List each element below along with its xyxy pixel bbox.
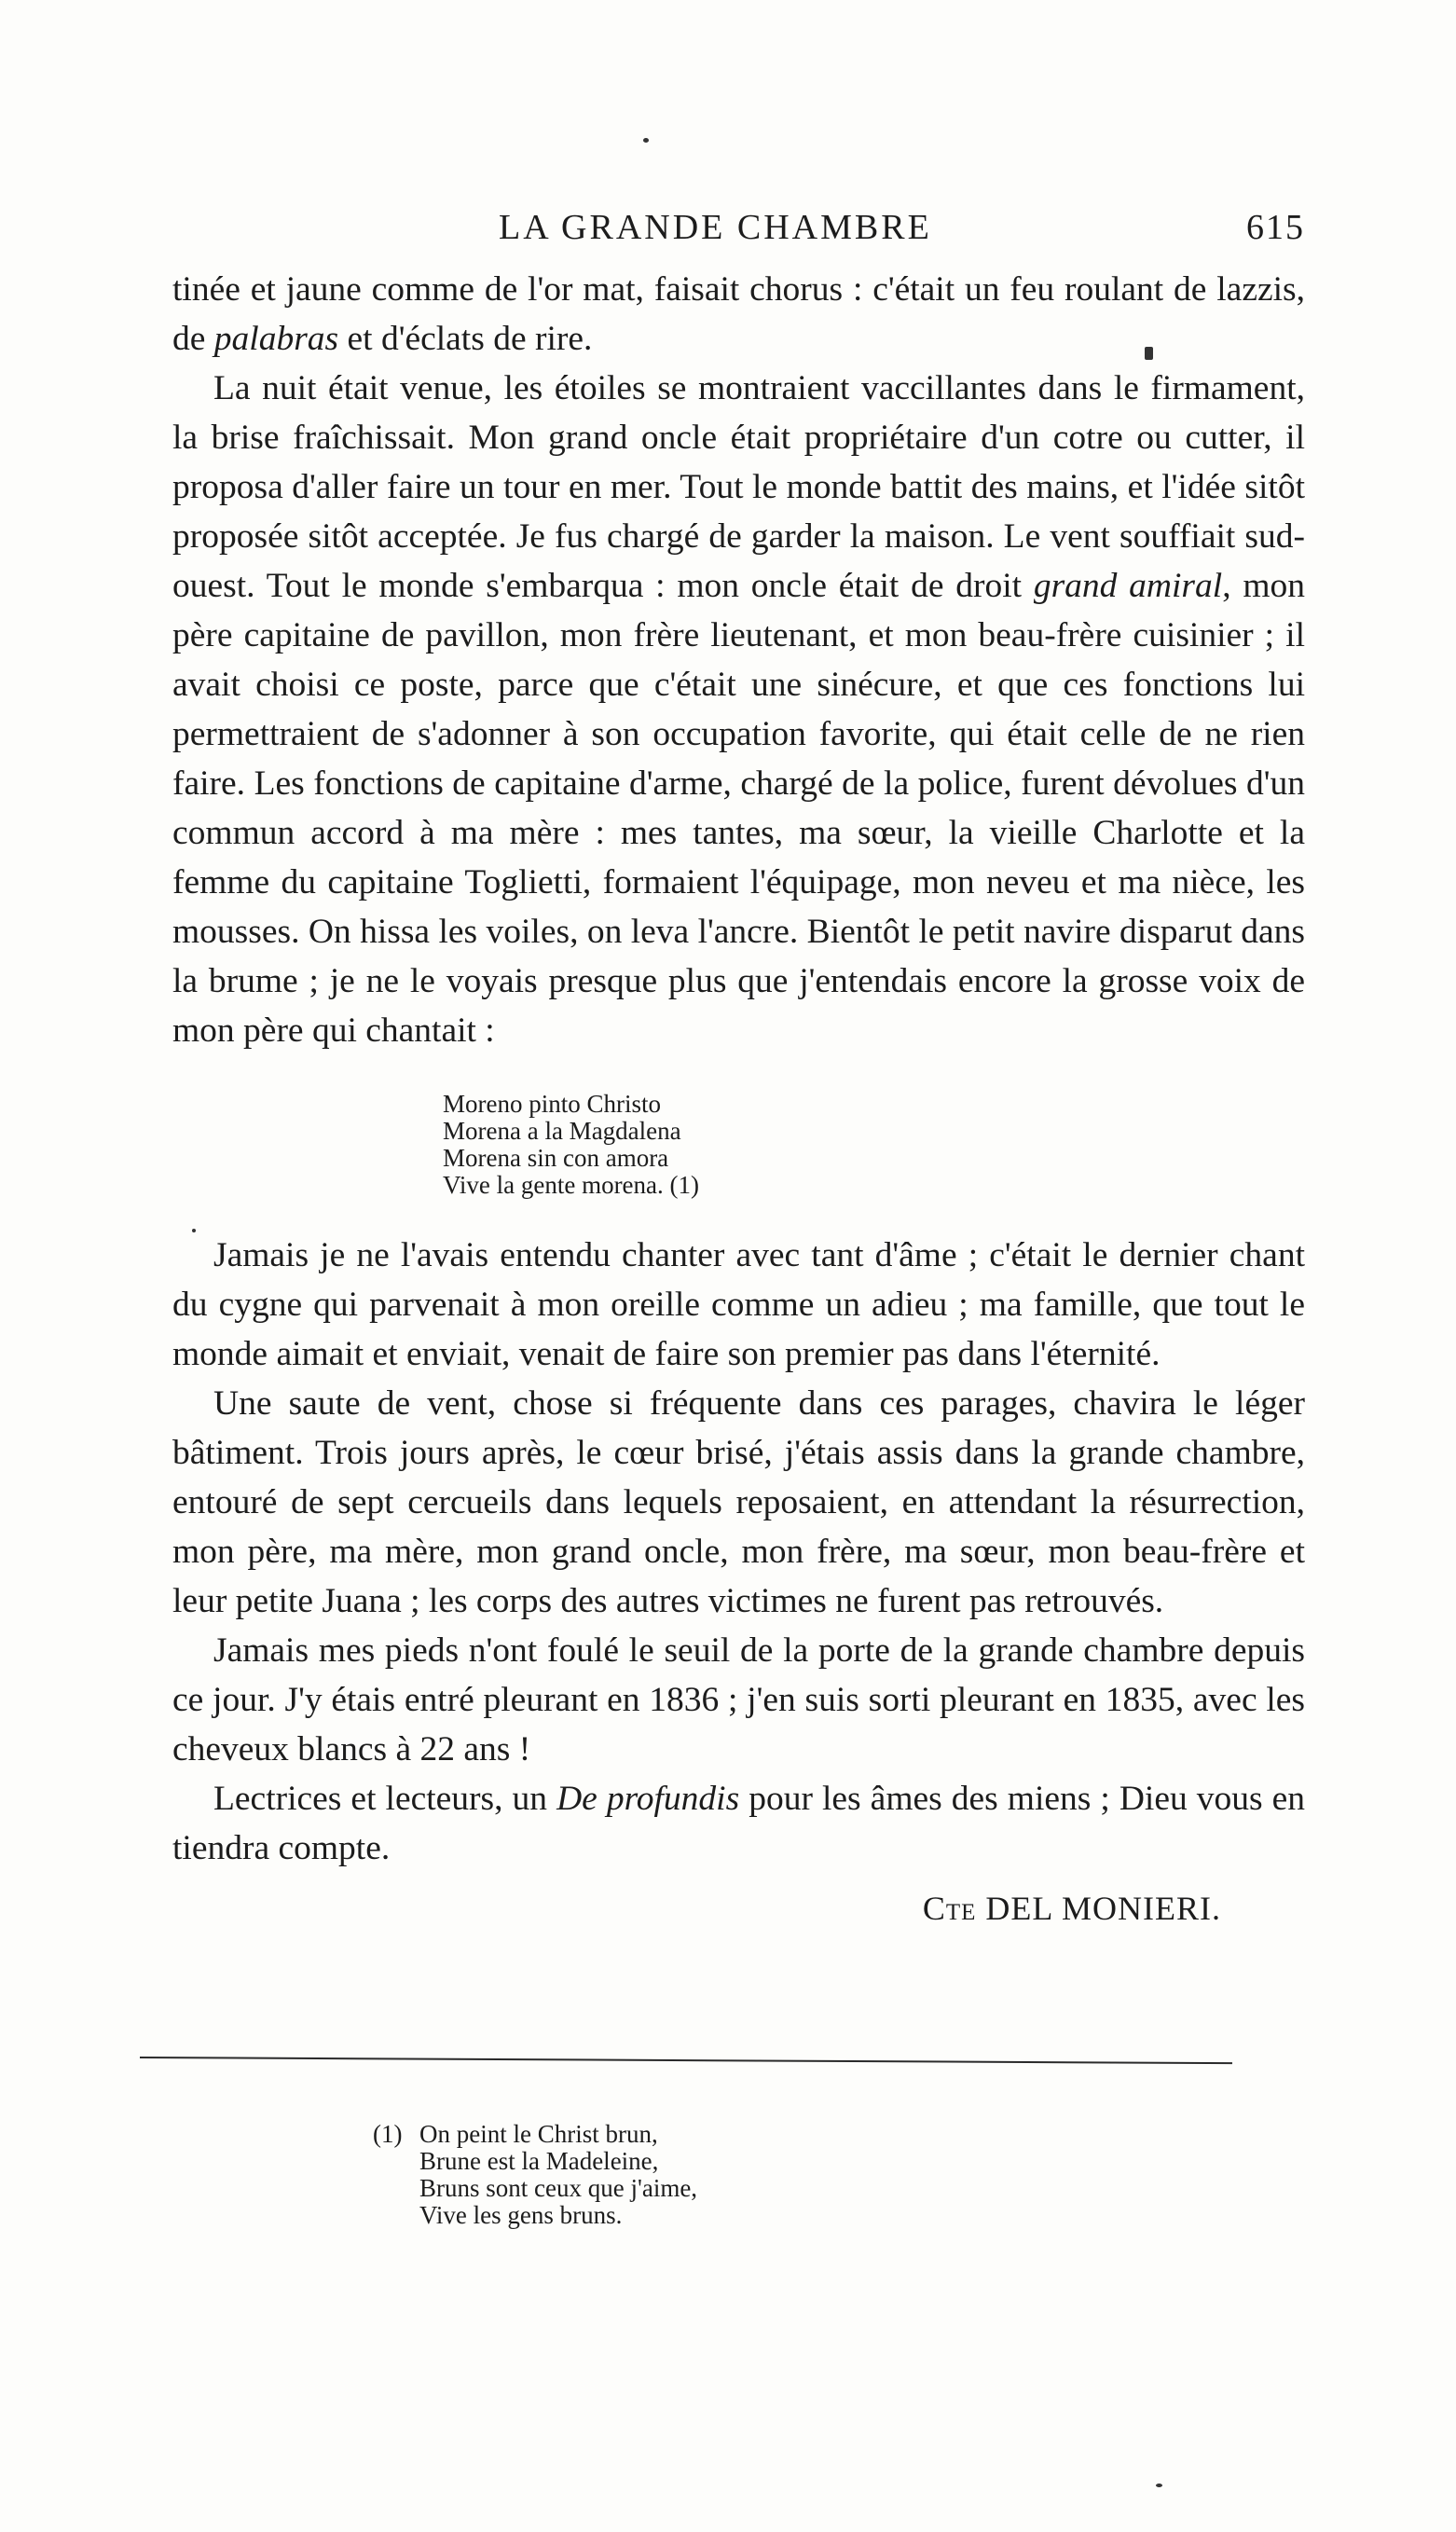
song-verse [443,1091,1305,1199]
page-number: 615 [1246,208,1305,247]
paragraph-6-tail: pour les âmes des miens ; Dieu vous en tiendra compte. [172,1780,1306,1867]
body-text [172,265,1305,1936]
scan-speck [1156,2484,1162,2487]
paragraph-5: Jamais mes pieds n'ont foulé le seuil de la porte de la grande chambre depuis ce jour. J'y étais entré pleurant en 1836 ; j'en suis sorti pleurant en 1835, avec les cheveux blancs à 22 ans ! [172,1631,1305,1768]
verse-line: Morena a la Magdalena [443,1117,681,1145]
footnote-line: On peint le Christ brun, [419,2120,658,2148]
footnote-line: Bruns sont ceux que j'aime, [419,2174,698,2202]
verse-line: Moreno pinto Christo [443,1090,661,1118]
author-signature: Cte DEL MONIERI. [922,1890,1221,1927]
paragraph-1-text: tinée et jaune comme de l'or mat, faisait chorus : c'était un feu roulant de lazzis, de [172,270,1305,358]
paragraph-6-text: Lectrices et lecteurs, un [213,1780,557,1818]
paragraph-4: Une saute de vent, chose si fréquente dans ces parages, chavira le léger bâtiment. Trois jours après, le cœur brisé, j'étais assis dans la grande chambre, entouré de sept cercueils dans lequels reposaient, en attendant la résurrection, mon père, ma mère, mon grand oncle, mon frère, ma sœur, mon beau-frère et leur petite Juana ; les corps des autres victimes ne furent pas retrouvés. [172,1384,1305,1620]
paragraph-1 [172,265,1305,364]
footnote-mark: (1) [373,2120,403,2148]
footnote-lines [419,2121,697,2229]
running-title: LA GRANDE CHAMBRE [499,208,932,247]
paragraph-6 [172,1774,1305,1873]
scan-speck [192,1229,196,1232]
verse-line: Vive la gente morena. (1) [443,1171,700,1199]
paragraph-3: Jamais je ne l'avais entendu chanter avec tant d'âme ; c'était le dernier chant du cygne qui parvenait à mon oreille comme un adieu ; ma famille, que tout le monde aimait et enviait, venait de faire son premier pas dans l'éternité. [172,1236,1305,1373]
paragraph-6-italic: De profundis [556,1780,740,1818]
paragraph-1-tail: et d'éclats de rire. [338,320,593,358]
paragraph-2-tail: , mon père capitaine de pavillon, mon frère lieutenant, et mon beau-frère cuisinier ; il avait choisi ce poste, parce que c'était une sinécure, et que ces fonctions lui permettraient de s'adonner à son occupation favorite, qui était celle de ne rien faire. Les fonctions de capitaine d'arme, chargé de la police, furent dévolues d'un commun accord à ma mère : mes tantes, ma sœur, la vieille Charlotte et la femme du capitaine Toglietti, formaient l'équipage, mon neveu et ma nièce, les mousses. On hissa les voiles, on leva l'ancre. Bientôt le petit navire disparut dans la brume ; je ne le voyais presque plus que j'entendais encore la grosse voix de mon père qui chantait : [172,567,1306,1050]
verse-line: Morena sin con amora [443,1144,669,1172]
paragraph-1-italic: palabras [213,320,339,358]
scan-speck [643,138,649,143]
footnote-divider [140,2057,1232,2064]
paragraph-2-italic: grand amiral [1033,567,1223,605]
page-header [177,207,1305,254]
paragraph-2 [172,364,1305,1055]
scan-speck [1145,347,1153,360]
footnote-line: Brune est la Madeleine, [419,2147,659,2175]
paragraph-2-text: La nuit était venue, les étoiles se montraient vaccillantes dans le firmament, la brise fraîchissait. Mon grand oncle était propriétaire d'un cotre ou cutter, il proposa d'aller faire un tour en mer. Tout le monde battit des mains, et l'idée sitôt proposée sitôt acceptée. Je fus chargé de garder la maison. Le vent souffiait sud-ouest. Tout le monde s'embarqua : mon oncle était de droit [172,369,1305,605]
footnote [373,2121,697,2229]
footnote-line: Vive les gens bruns. [419,2201,623,2229]
